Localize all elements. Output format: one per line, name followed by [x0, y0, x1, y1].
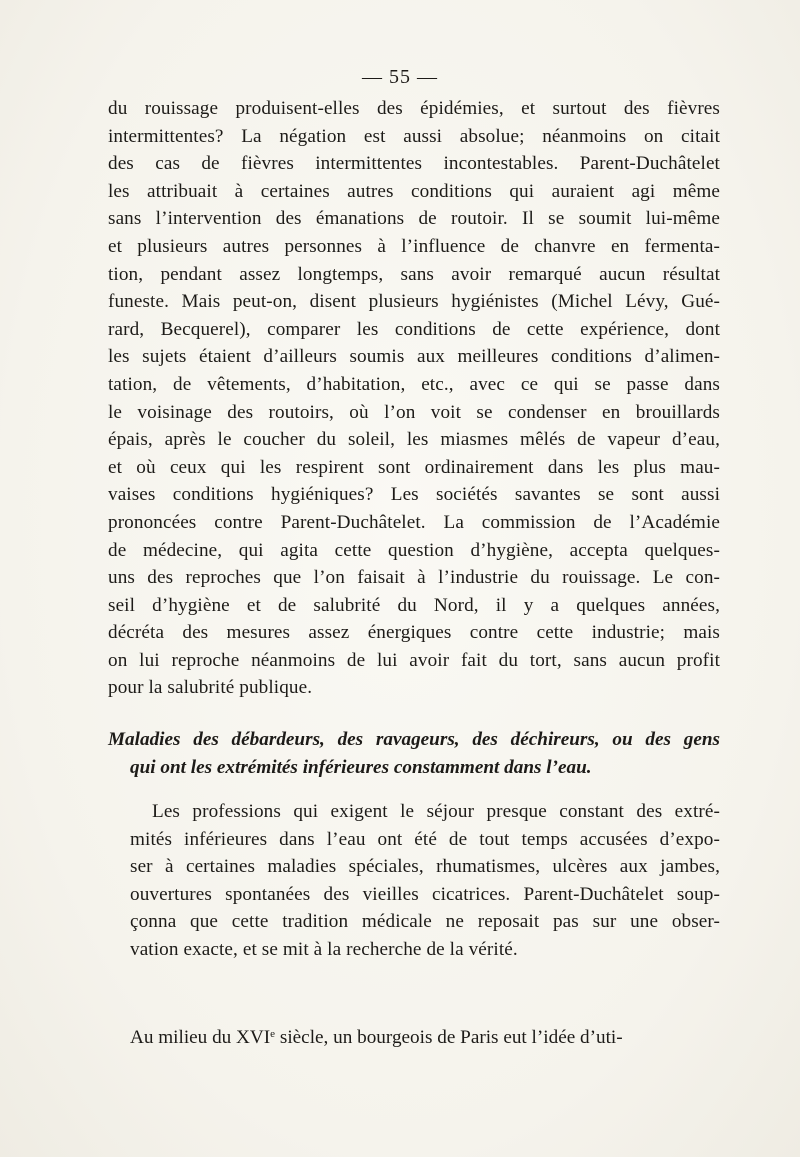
text-line: rard, Becquerel), comparer les conditions de cette expérience, dont	[108, 318, 720, 340]
text-line: épais, après le coucher du soleil, les miasmes mêlés de vapeur d’eau,	[108, 429, 720, 451]
text-line: çonna que cette tradition médicale ne reposait pas sur une obser-	[130, 911, 720, 933]
text-line: vaises conditions hygiéniques? Les sociétés savantes se sont aussi	[108, 484, 720, 506]
text-line: funeste. Mais peut-on, disent plusieurs hygiénistes (Michel Lévy, Gué-	[108, 291, 720, 313]
text-line: du rouissage produisent-elles des épidémies, et surtout des fièvres	[108, 98, 720, 119]
text-line: uns des reproches que l’on faisait à l’industrie du rouissage. Le con-	[108, 567, 720, 589]
section-heading	[108, 726, 720, 782]
paragraph-bourgeois	[130, 1021, 720, 1052]
text-line: le voisinage des routoirs, où l’on voit se condenser en brouillards	[108, 401, 720, 423]
superscript: e	[270, 1028, 276, 1040]
text-line: ouvertures spontanées des vieilles cicatrices. Parent-Duchâtelet soup-	[130, 883, 720, 905]
text-line: les attribuait à certaines autres conditions qui auraient agi même	[108, 180, 720, 202]
text-line: ser à certaines maladies spéciales, rhumatismes, ulcères aux jambes,	[130, 856, 720, 878]
text-line: des cas de fièvres intermittentes incontestables. Parent-Duchâtelet	[108, 153, 720, 175]
text-line: décréta des mesures assez énergiques contre cette industrie; mais	[108, 622, 720, 644]
text-line: sans l’intervention des émanations de routoir. Il se soumit lui-même	[108, 208, 720, 230]
text-line: mités inférieures dans l’eau ont été de tout temps accusées d’expo-	[130, 828, 720, 850]
text-fragment: Au milieu du XVI	[130, 1027, 271, 1048]
text-line: tion, pendant assez longtemps, sans avoir remarqué aucun résultat	[108, 263, 720, 285]
heading-line-2: qui ont les extrémités inférieures constamment dans l’eau.	[130, 757, 592, 778]
heading-line-1: Maladies des débardeurs, des ravageurs, des déchireurs, ou des gens	[108, 729, 720, 750]
page-number: — 55 —	[362, 66, 438, 88]
paragraph-rouissage	[108, 95, 720, 702]
text-line: pour la salubrité publique.	[108, 677, 313, 699]
text-line: on lui reproche néanmoins de lui avoir fait du tort, sans aucun profit	[108, 649, 720, 671]
text-line: et où ceux qui les respirent sont ordinairement dans les plus mau-	[108, 456, 720, 478]
text-line: les sujets étaient d’ailleurs soumis aux meilleures conditions d’alimen-	[108, 346, 720, 368]
text-line: seil d’hygiène et de salubrité du Nord, il y a quelques années,	[108, 594, 720, 616]
paragraph-professions	[108, 798, 720, 964]
text-line: de médecine, qui agita cette question d’hygiène, accepta quelques-	[108, 539, 720, 561]
text-line: tation, de vêtements, d’habitation, etc., avec ce qui se passe dans	[108, 373, 720, 395]
text-line: prononcées contre Parent-Duchâtelet. La commission de l’Académie	[108, 511, 720, 533]
text-line: Les professions qui exigent le séjour presque constant des extré-	[152, 801, 720, 822]
text-line: et plusieurs autres personnes à l’influence de chanvre en fermenta-	[108, 235, 720, 257]
text-line: intermittentes? La négation est aussi absolue; néanmoins on citait	[108, 125, 720, 147]
text-fragment: siècle, un bourgeois de Paris eut l’idée d’uti-	[275, 1027, 623, 1048]
text-line: vation exacte, et se mit à la recherche de la vérité.	[130, 938, 518, 960]
